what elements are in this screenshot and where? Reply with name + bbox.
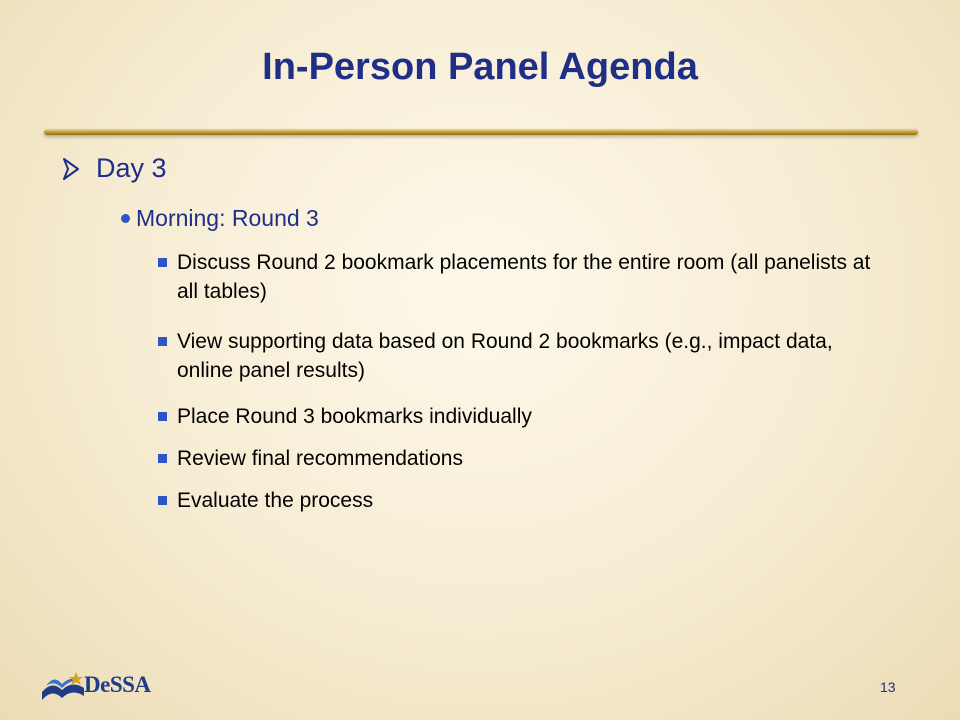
slide-title: In-Person Panel Agenda (262, 46, 698, 88)
title-divider (44, 129, 918, 135)
list-item-text: Place Round 3 bookmarks individually (177, 405, 532, 428)
agenda-session-label: Morning: Round 3 (136, 205, 319, 231)
list-item-text: Review final recommendations (177, 447, 463, 470)
square-bullet-icon (158, 454, 167, 463)
square-bullet-icon (158, 337, 167, 346)
page-number: 13 (880, 679, 896, 695)
dessa-logo (40, 668, 180, 704)
dot-bullet-icon (121, 214, 130, 223)
book-logo-icon (40, 670, 86, 702)
logo-wordmark: DeSSA (84, 672, 151, 697)
square-bullet-icon (158, 412, 167, 421)
square-bullet-icon (158, 496, 167, 505)
list-item-text: View supporting data based on Round 2 bookmarks (e.g., impact data, online panel results) (177, 330, 833, 382)
agenda-day-label: Day 3 (96, 153, 167, 183)
arrow-bullet-icon (62, 157, 82, 181)
square-bullet-icon (158, 258, 167, 267)
list-item-text: Evaluate the process (177, 489, 374, 512)
list-item-text: Discuss Round 2 bookmark placements for the entire room (all panelists at all tables) (177, 251, 871, 303)
